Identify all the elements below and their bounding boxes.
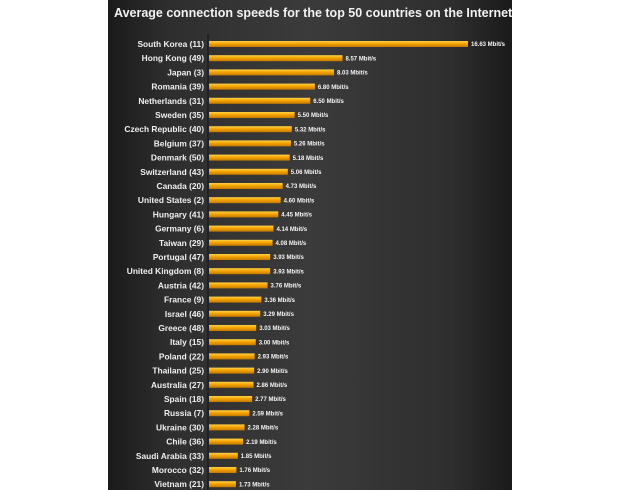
- category-label: Romania (39): [151, 81, 204, 92]
- bar-chart: [108, 0, 512, 490]
- value-label: 4.73 Mbit/s: [285, 184, 317, 191]
- category-label: United States (2): [137, 195, 204, 206]
- value-label: 16.63 Mbit/s: [471, 42, 506, 49]
- category-label: Czech Republic (40): [124, 124, 204, 135]
- bar: [209, 396, 252, 402]
- category-label: Australia (27): [150, 379, 204, 390]
- category-label: Portugal (47): [152, 252, 204, 262]
- bar: [209, 240, 273, 246]
- value-label: 5.06 Mbit/s: [290, 170, 322, 176]
- value-label: 5.26 Mbit/s: [293, 141, 325, 148]
- bar: [209, 254, 270, 260]
- bar: [209, 297, 261, 303]
- bar: [209, 41, 468, 47]
- bar: [209, 325, 256, 331]
- category-label: Belgium (37): [153, 138, 204, 149]
- value-label: 4.45 Mbit/s: [281, 212, 312, 219]
- bar: [209, 481, 236, 487]
- bar: [209, 282, 268, 288]
- category-label: Vietnam (21): [154, 479, 204, 490]
- bar: [209, 169, 288, 175]
- bar: [209, 424, 245, 430]
- value-label: 5.32 Mbit/s: [294, 127, 326, 134]
- category-label: Greece (48): [158, 323, 204, 333]
- category-label: Russia (7): [163, 408, 204, 419]
- bar: [209, 453, 238, 459]
- category-label: Hungary (41): [152, 209, 204, 220]
- category-label: Denmark (50): [150, 152, 204, 163]
- bar: [209, 69, 334, 75]
- value-label: 4.14 Mbit/s: [276, 226, 308, 233]
- value-label: 2.90 Mbit/s: [257, 368, 288, 375]
- category-label: Hong Kong (49): [141, 53, 204, 64]
- category-label: Netherlands (31): [138, 95, 204, 106]
- value-label: 4.60 Mbit/s: [283, 198, 315, 205]
- value-label: 5.50 Mbit/s: [297, 113, 329, 120]
- category-label: South Korea (11): [137, 39, 204, 49]
- category-label: Thailand (25): [152, 365, 204, 376]
- bar: [209, 183, 283, 189]
- chart-title: Average connection speeds for the top 50 countries on the Internet: [114, 6, 512, 20]
- category-label: Chile (36): [166, 436, 204, 447]
- value-label: 2.77 Mbit/s: [255, 397, 286, 404]
- category-label: Spain (18): [163, 394, 204, 404]
- category-label: Canada (20): [156, 181, 204, 191]
- bar: [209, 197, 281, 203]
- value-label: 3.93 Mbit/s: [273, 255, 304, 262]
- value-label: 1.76 Mbit/s: [239, 468, 271, 475]
- value-label: 2.86 Mbit/s: [256, 383, 288, 389]
- value-label: 8.57 Mbit/s: [345, 56, 377, 63]
- category-label: Germany (6): [155, 223, 204, 234]
- bar: [209, 226, 273, 232]
- bar: [209, 368, 254, 374]
- bar: [209, 55, 342, 61]
- value-label: 3.93 Mbit/s: [273, 269, 304, 276]
- bar: [209, 382, 254, 388]
- value-label: 6.50 Mbit/s: [313, 99, 344, 105]
- value-label: 4.08 Mbit/s: [275, 241, 307, 247]
- category-label: United Kingdom (8): [126, 266, 204, 277]
- bar: [209, 98, 310, 104]
- category-label: Saudi Arabia (33): [135, 450, 204, 461]
- value-label: 1.73 Mbit/s: [238, 482, 270, 489]
- category-label: Taiwan (29): [159, 237, 204, 248]
- category-label: Poland (22): [158, 351, 204, 362]
- value-label: 3.36 Mbit/s: [264, 297, 296, 304]
- value-label: 3.29 Mbit/s: [263, 312, 294, 318]
- bar: [209, 311, 260, 317]
- category-label: Sweden (35): [155, 110, 204, 120]
- category-label: Israel (46): [164, 308, 204, 319]
- bar: [209, 467, 236, 473]
- value-label: 1.85 Mbit/s: [240, 454, 272, 460]
- category-label: Switzerland (43): [140, 166, 204, 177]
- category-label: Ukraine (30): [156, 422, 204, 433]
- value-label: 6.80 Mbit/s: [317, 84, 349, 91]
- bar: [209, 268, 270, 274]
- bar: [209, 353, 255, 359]
- value-label: 8.03 Mbit/s: [337, 70, 368, 77]
- category-label: Japan (3): [167, 67, 204, 78]
- value-label: 3.00 Mbit/s: [258, 340, 290, 347]
- category-label: Morocco (32): [151, 465, 204, 475]
- value-label: 2.59 Mbit/s: [252, 411, 284, 418]
- value-label: 2.19 Mbit/s: [246, 439, 277, 446]
- value-label: 5.18 Mbit/s: [292, 155, 324, 162]
- bar: [209, 140, 291, 146]
- chart-panel: [108, 0, 512, 490]
- category-label: Austria (42): [157, 280, 204, 291]
- bar: [209, 410, 249, 416]
- bar: [209, 211, 278, 217]
- bar: [209, 84, 315, 90]
- value-label: 3.76 Mbit/s: [270, 283, 302, 290]
- bar: [209, 112, 295, 118]
- category-label: France (9): [163, 294, 204, 305]
- category-label: Italy (15): [170, 337, 204, 348]
- value-label: 2.28 Mbit/s: [247, 425, 279, 432]
- bar: [209, 155, 290, 161]
- bar: [209, 439, 243, 445]
- bar: [209, 339, 256, 345]
- bar: [209, 126, 292, 132]
- value-label: 2.93 Mbit/s: [257, 354, 289, 361]
- value-label: 3.03 Mbit/s: [259, 326, 290, 333]
